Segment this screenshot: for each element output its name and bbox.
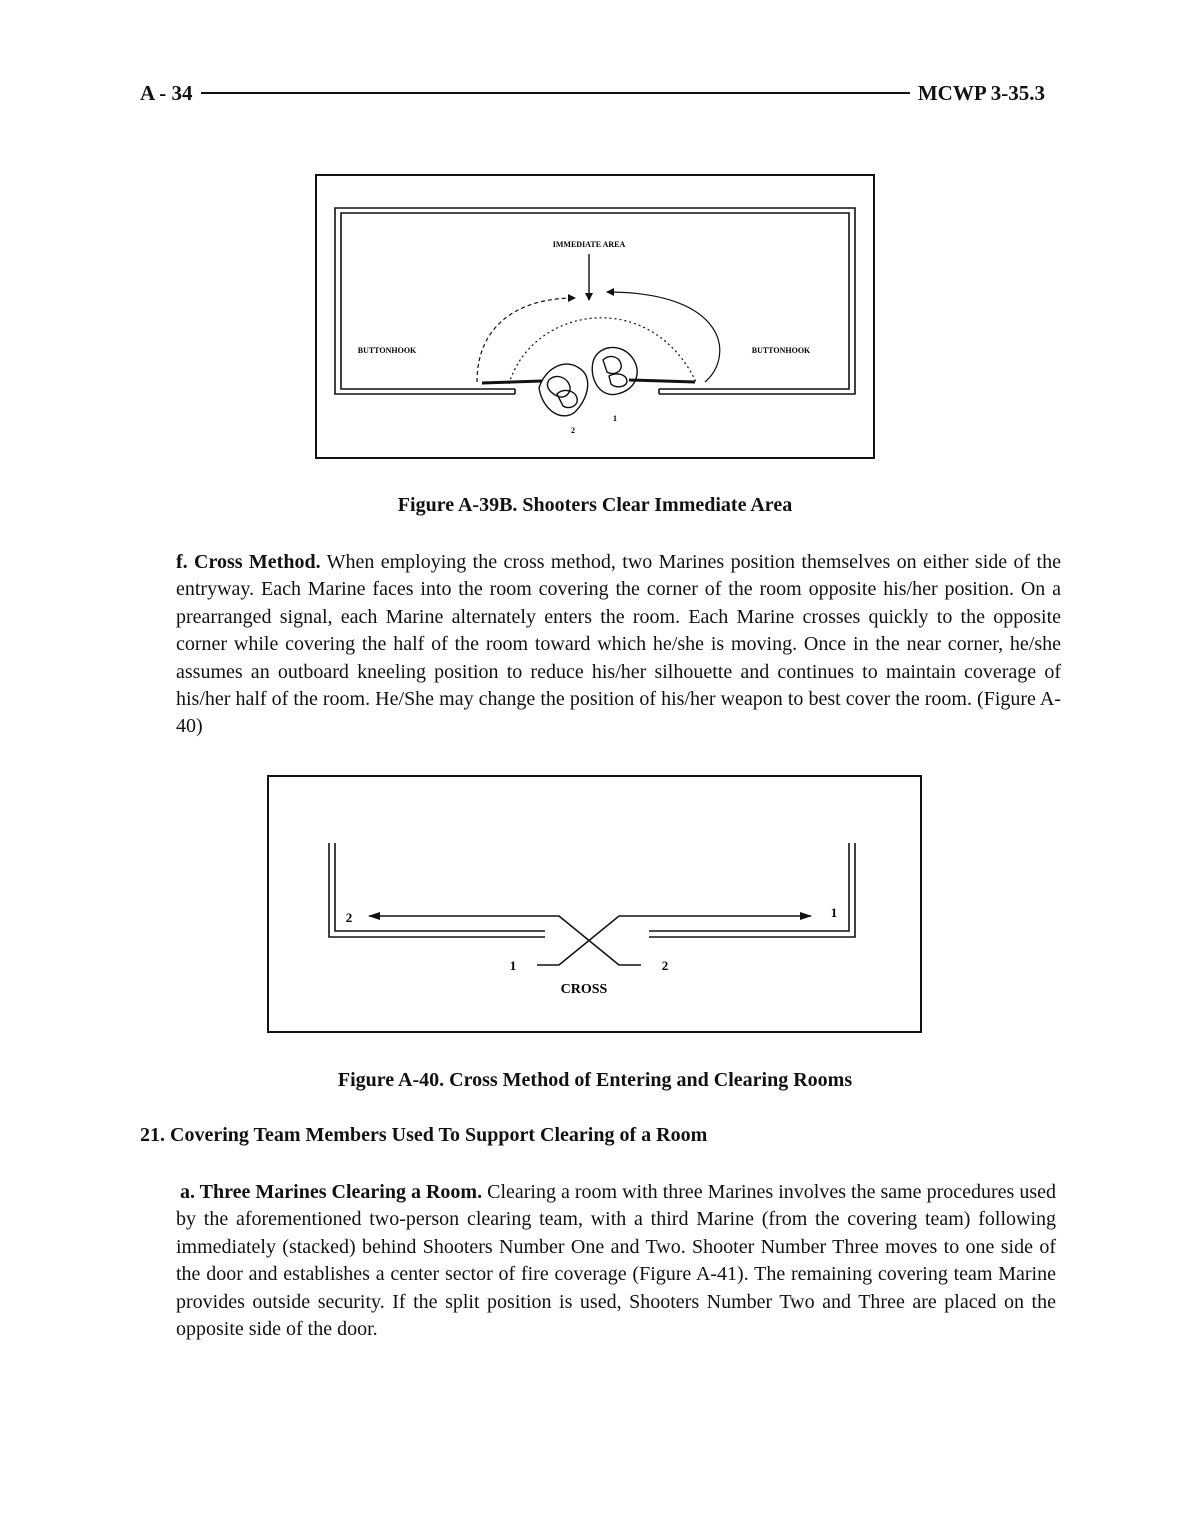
shooter-1-label: 1	[613, 414, 617, 423]
header-rule	[201, 92, 910, 94]
figure-a39b-diagram	[317, 176, 873, 457]
paragraph-cross-method	[176, 549, 1061, 741]
figure-a40-diagram	[269, 777, 920, 1031]
start-right-label: 2	[661, 958, 669, 973]
shooter-2-label: 2	[571, 426, 575, 435]
document-id: MCWP 3-35.3	[917, 80, 1045, 105]
shooter-1-figure	[592, 347, 695, 394]
start-left-label: 1	[509, 958, 517, 973]
immediate-area-label: IMMEDIATE AREA	[552, 240, 626, 249]
paragraph-cross-method-lead: f. Cross Method.	[176, 551, 321, 573]
figure-a40-caption: Figure A-40. Cross Method of Entering and Clearing Rooms	[337, 1069, 853, 1091]
page-header	[140, 78, 1045, 108]
right-end-label: 1	[830, 905, 838, 920]
paragraph-three-marines-lead: a. Three Marines Clearing a Room.	[180, 1181, 483, 1203]
section-21-heading: 21. Covering Team Members Used To Support Clearing of a Room	[140, 1124, 708, 1146]
paragraph-three-marines	[176, 1179, 1056, 1343]
cross-path-2	[369, 916, 641, 965]
paragraph-three-marines-body: Clearing a room with three Marines involves the same procedures used by the aforementioned two-person clearing team, with a third Marine (from the covering team) following immediately (stacked) behind Shooters Number One and Two. Shooter Number Three moves to one side of the door and establishes a center sector of fire coverage (Figure A-41). The remaining covering team Marine provides outside security. If the split position is used, Shooters Number Two and Three are placed on the opposite side of the door.	[176, 1181, 1056, 1341]
cross-path-1	[537, 916, 811, 965]
shooter-2-figure	[482, 364, 588, 416]
room-walls	[329, 843, 855, 937]
figure-a40	[267, 775, 922, 1033]
buttonhook-right-label: BUTTONHOOK	[751, 346, 811, 355]
figure-a39b-caption: Figure A-39B. Shooters Clear Immediate Area	[397, 494, 793, 516]
buttonhook-left-label: BUTTONHOOK	[357, 346, 417, 355]
left-end-label: 2	[345, 910, 353, 925]
cross-label: CROSS	[560, 982, 608, 997]
figure-a39b	[315, 174, 875, 459]
page-number: A - 34	[140, 80, 193, 105]
paragraph-cross-method-body: When employing the cross method, two Marines position themselves on either side of the entryway. Each Marine faces into the room covering the corner of the room opposite his/her position. On a prearranged signal, each Marine alternately enters the room. Each Marine crosses quickly to the opposite corner while covering the half of the room toward which he/she is moving. Once in the near corner, he/she assumes an outboard kneeling position to reduce his/her silhouette and continues to maintain coverage of his/her half of the room. He/She may change the position of his/her weapon to best cover the room. (Figure A-40)	[176, 551, 1061, 738]
